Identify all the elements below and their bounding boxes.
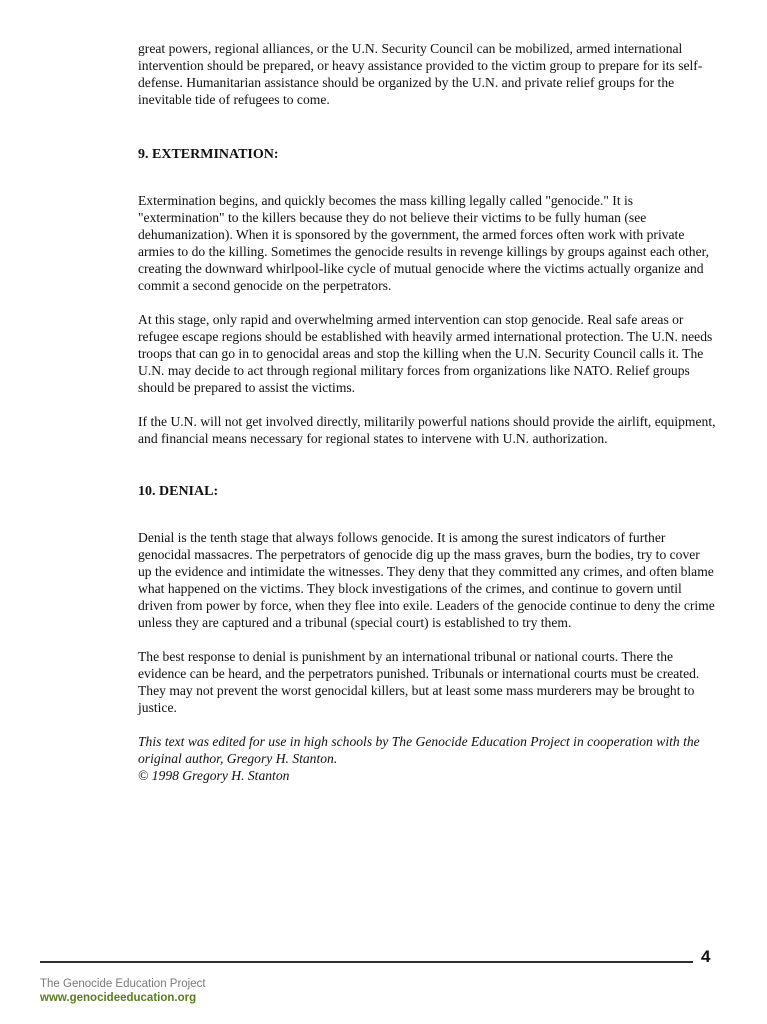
extermination-paragraph-1: Extermination begins, and quickly becomes the mass killing legally called "genocide." It is "extermination" to the killers because they do not believe their victims to be fully human (see dehumanization). When it is sponsored by the government, the armed forces often work with private armies to do the killing. Sometimes the genocide results in revenge killings by groups against each other, creating the downward whirlpool-like cycle of mutual genocide where the victims actually organize and commit a second genocide on the perpetrators. — [138, 193, 710, 293]
intro-paragraph: great powers, regional alliances, or the U.N. Security Council can be mobilized, armed international intervention should be prepared, or heavy assistance provided to the victim group to prepare for its self-defense. Humanitarian assistance should be organized by the U.N. and private relief groups for the inevitable tide of refugees to come. — [138, 41, 703, 107]
denial-paragraph-1: Denial is the tenth stage that always follows genocide. It is among the surest indicators of further genocidal massacres. The perpetrators of genocide dig up the mass graves, burn the bodies, try to cover up the evidence and intimidate the witnesses. They deny that they committed any crimes, and often blame what happened on the victims. They block investigations of the crimes, and continue to govern until driven from power by force, when they flee into exile. Leaders of the genocide continue to deny the crime unless they are captured and a tribunal (special court) is established to try them. — [138, 530, 715, 630]
section-heading-denial: 10. DENIAL: — [138, 484, 219, 499]
document-body — [138, 40, 716, 784]
credits-note: This text was edited for use in high schools by The Genocide Education Project in cooperation with the original author, Gregory H. Stanton. — [138, 734, 700, 766]
footer-organization-name: The Genocide Education Project — [40, 978, 206, 990]
footer-website-link[interactable]: www.genocideeducation.org — [40, 992, 197, 1004]
copyright-line: © 1998 Gregory H. Stanton — [138, 768, 290, 783]
extermination-paragraph-3: If the U.N. will not get involved directly, militarily powerful nations should provide the airlift, equipment, and financial means necessary for regional states to intervene with U.N. authorization. — [138, 414, 716, 446]
section-heading-extermination: 9. EXTERMINATION: — [138, 147, 279, 162]
denial-paragraph-2: The best response to denial is punishment by an international tribunal or national courts. There the evidence can be heard, and the perpetrators punished. Tribunals or international courts must be created. They may not prevent the worst genocidal killers, but at least some mass murderers may be brought to justice. — [138, 649, 700, 715]
extermination-paragraph-2: At this stage, only rapid and overwhelming armed intervention can stop genocide. Real safe areas or refugee escape regions should be established with heavily armed international protection. The U.N. needs troops that can go in to genocidal areas and stop the killing when the U.N. Security Council calls it. The U.N. may decide to act through regional military forces from organizations like NATO. Relief groups should be prepared to assist the victims. — [138, 312, 713, 395]
footer-divider-rule — [40, 961, 693, 963]
page-number: 4 — [701, 947, 711, 966]
